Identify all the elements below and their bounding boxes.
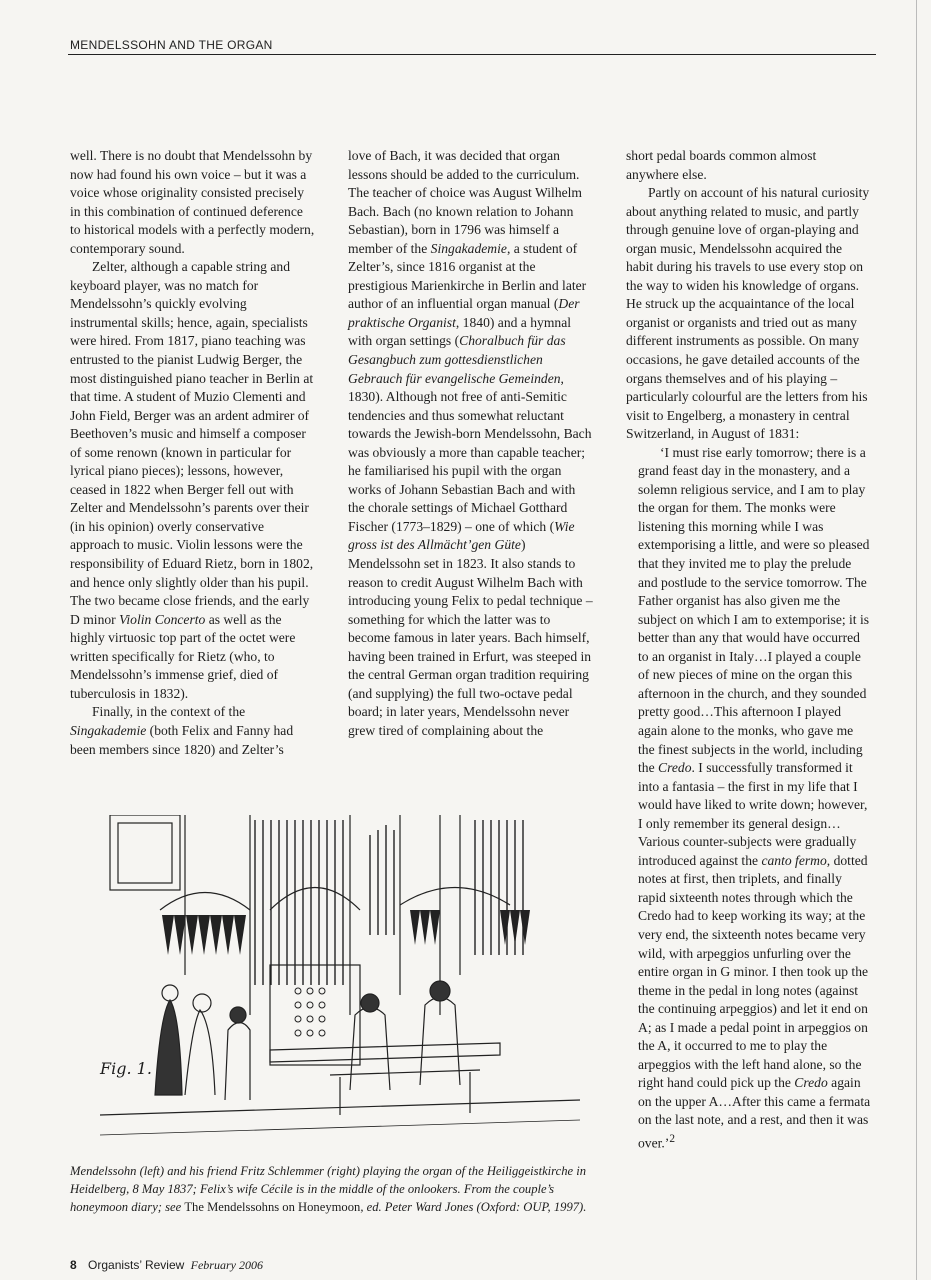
paragraph: love of Bach, it was decided that organ lessons should be added to the curriculum. The teacher of choice was August Wilhelm Bach. Bach (no known relation to Johann Sebastian), born in 1796 was himself a member of the Singakademie, a student of Zelter’s, since 1816 organist at the prestigious Marienkirche in Berlin and later author of an influential organ manual (Der praktische Organist, 1840) and a hymnal with organ settings (Choralbuch für das Gesangbuch zum gottesdienstlichen Gebrauch für evangelische Gemeinden, 1830). Although not free of anti-Semitic tendencies and thus somewhat reluctant towards the Jewish-born Mendelssohn, Bach was obviously a more than capable teacher; he familiarised his pupil with the organ works of Johann Sebastian Bach and with the chorale settings of Michael Gotthard Fischer (1773–1829) – one of which (Wie gross ist des Allmächt’gen Güte) Mendelssohn set in 1823. It also stands to reason to credit August Wilhelm Bach with introducing young Felix to pedal technique – something for which the latter was to become famous in later years. Bach himself, having been trained in Erfurt, was steeped in the central German organ tradition requiring (and supplying) the full two-octave pedal board; in later years, Mendelssohn never grew tired of complaining about the — [348, 148, 593, 738]
paragraph: well. There is no doubt that Mendelssohn by now had found his own voice – but it was a voice whose originality consisted precisely in this combination of continued deference to historical models with a perfectly modern, contemporary sound. — [70, 148, 315, 256]
header-rule — [68, 54, 876, 55]
figure-caption: Mendelssohn (left) and his friend Fritz Schlemmer (right) playing the organ of the Heiliggeistkirche in Heidelberg, 8 May 1837; Felix’s wife Cécile is in the middle of the onlookers. From the couple’s honeymoon diary; see The Mendelssohns on Honeymoon, ed. Peter Ward Jones (Oxford: OUP, 1997). — [70, 1164, 587, 1214]
page-number: 8 — [70, 1258, 77, 1272]
paragraph: Zelter, although a capable string and keyboard player, was no match for Mendelssohn’s quickly evolving instrumental skills; hence, again, specialists were hired. From 1817, piano teaching was entrusted to the pianist Ludwig Berger, the most distinguished piano teacher in Berlin at that time. A student of Muzio Clementi and John Field, Berger was an ardent admirer of Beethoven’s music and himself a composer of some renown (known in particular for lyrical piano pieces); lessons, however, ceased in 1822 when Berger fell out with Zelter and Mendelssohn’s parents over their (in his opinion) overly conservative approach to music. Violin lessons were the responsibility of Eduard Rietz, born in 1802, and hence only slightly older than his pupil. The two became close friends, and the early D minor Violin Concerto as well as the highly virtuosic top part of the octet were written specifically for Rietz (who, to Mendelssohn’s immense grief, died of tuberculosis in 1832). — [70, 259, 314, 701]
running-header: MENDELSSOHN AND THE ORGAN — [70, 38, 273, 52]
paragraph: short pedal boards common almost anywhere else. — [626, 148, 817, 182]
organ-sketch-illustration — [100, 815, 580, 1155]
paragraph: Partly on account of his natural curiosity about anything related to music, and partly through genuine love of organ-playing and organ music, Mendelssohn acquired the habit during his travels to use every stop on the way to widen his knowledge of organs. He struck up the acquaintance of the local organist or organists and tried out as many different instruments as possible. On many occasions, he gave detailed accounts of the organs themselves and of his playing – particularly colourful are the letters from his visit to Engelberg, a monastery in central Switzerland, in August of 1831: — [626, 185, 870, 442]
letter-quotation: ‘I must rise early tomorrow; there is a grand feast day in the monastery, and a solemn religious service, and I am to play the organ for them. The monks were listening this morning while I was extemporising a little, and were so pleased that they invited me to play the prelude and postlude to the service tomorrow. The Father organist has also given me the subject on which I am to extemporise; it is better than any that would have occurred to an organist in Italy…I played a couple of new pieces of mine on the organ this afternoon in the church, and they sounded pretty good…This afternoon I played again alone to the monks, who gave me the finest subjects in the world, including the Credo. I successfully transformed it into a fantasia – the first in my life that I would have liked to write down; however, I only remember its general design…Various counter-subjects were gradually introduced against the canto fermo, dotted notes at first, then triplets, and finally rapid sixteenth notes through which the Credo had to keep working its way; at the very end, the sixteenth notes became very wild, with arpeggios unfurling over the entire organ in G minor. I then took up the theme in the pedal in long notes (against the continuing arpeggios) and let it end on A; as I made a pedal point in arpeggios on the A, it occurred to me to play the arpeggios with the left hand alone, so the right hand could pick up the Credo again on the upper A…After this came a fermata on the last note, and a rest, and then it was over.’$^2$ — [638, 444, 871, 1151]
footnote-reference: 2 — [669, 1132, 676, 1145]
page-edge — [916, 0, 917, 1280]
paragraph: Finally, in the context of the Singakademie (both Felix and Fanny had been members since 1820) and Zelter’s — [70, 704, 294, 757]
handwritten-figure-label: Fig. 1. — [100, 1059, 152, 1078]
text-column-3 — [626, 147, 872, 1153]
text-column-2 — [348, 147, 594, 741]
publication-name: Organists’ Review — [88, 1258, 185, 1272]
issue-date: February 2006 — [190, 1258, 263, 1272]
page-footer — [70, 1258, 263, 1273]
text-column-1 — [70, 147, 316, 759]
